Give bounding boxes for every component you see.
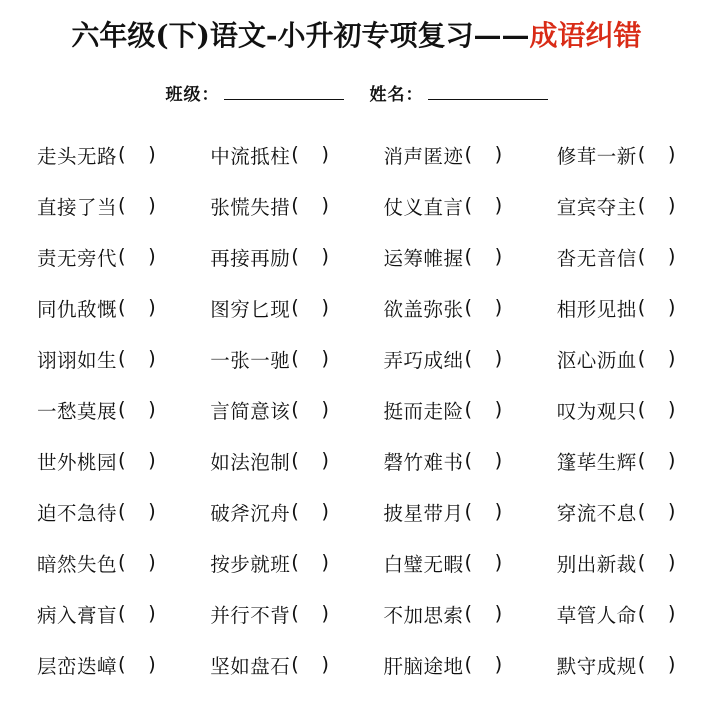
answer-bracket[interactable] bbox=[638, 296, 676, 319]
idiom-text: 坚如盘石 bbox=[210, 654, 291, 678]
bracket-open: ( bbox=[291, 296, 300, 319]
name-field bbox=[370, 80, 548, 105]
bracket-open: ( bbox=[291, 449, 300, 472]
idiom-cell bbox=[10, 537, 183, 588]
bracket-close: ) bbox=[321, 602, 330, 625]
answer-bracket[interactable] bbox=[118, 551, 156, 574]
idiom-text: 再接再励 bbox=[210, 246, 291, 270]
idiom-cell bbox=[183, 486, 356, 537]
answer-bracket[interactable] bbox=[291, 653, 329, 676]
idiom-cell bbox=[357, 282, 530, 333]
answer-bracket[interactable] bbox=[638, 398, 676, 421]
bracket-open: ( bbox=[637, 296, 646, 319]
answer-bracket[interactable] bbox=[118, 449, 156, 472]
idiom-cell bbox=[530, 435, 703, 486]
bracket-open: ( bbox=[464, 449, 473, 472]
idiom-cell bbox=[530, 537, 703, 588]
bracket-close: ) bbox=[148, 245, 157, 268]
idiom-cell bbox=[10, 435, 183, 486]
bracket-close: ) bbox=[148, 347, 157, 370]
answer-bracket[interactable] bbox=[465, 143, 503, 166]
bracket-close: ) bbox=[667, 602, 676, 625]
bracket-close: ) bbox=[494, 347, 503, 370]
worksheet-page bbox=[0, 14, 713, 703]
idiom-text: 不加思索 bbox=[383, 603, 464, 627]
idiom-text: 一愁莫展 bbox=[37, 399, 118, 423]
idiom-cell bbox=[183, 384, 356, 435]
idiom-cell bbox=[530, 282, 703, 333]
bracket-open: ( bbox=[118, 296, 127, 319]
bracket-close: ) bbox=[494, 653, 503, 676]
bracket-open: ( bbox=[118, 245, 127, 268]
bracket-open: ( bbox=[118, 194, 127, 217]
idiom-cell bbox=[10, 231, 183, 282]
idiom-text: 一张一驰 bbox=[210, 348, 291, 372]
bracket-open: ( bbox=[118, 551, 127, 574]
idiom-text: 按步就班 bbox=[210, 552, 291, 576]
bracket-close: ) bbox=[321, 551, 330, 574]
class-label: 班级： bbox=[165, 85, 220, 105]
answer-bracket[interactable] bbox=[465, 449, 503, 472]
idiom-text: 披星带月 bbox=[383, 501, 464, 525]
answer-bracket[interactable] bbox=[118, 653, 156, 676]
idiom-cell bbox=[10, 333, 183, 384]
idiom-cell bbox=[183, 180, 356, 231]
bracket-close: ) bbox=[321, 143, 330, 166]
idiom-text: 篷荜生辉 bbox=[556, 450, 637, 474]
idiom-text: 草管人命 bbox=[556, 603, 637, 627]
bracket-close: ) bbox=[321, 296, 330, 319]
answer-bracket[interactable] bbox=[465, 347, 503, 370]
answer-bracket[interactable] bbox=[118, 347, 156, 370]
answer-bracket[interactable] bbox=[638, 143, 676, 166]
bracket-close: ) bbox=[667, 245, 676, 268]
idiom-cell bbox=[10, 129, 183, 180]
idiom-cell bbox=[183, 639, 356, 690]
idiom-text: 诩诩如生 bbox=[37, 348, 118, 372]
idiom-text: 相形见拙 bbox=[556, 297, 637, 321]
bracket-open: ( bbox=[637, 398, 646, 421]
idiom-text: 层峦迭嶂 bbox=[37, 654, 118, 678]
answer-bracket[interactable] bbox=[465, 296, 503, 319]
bracket-close: ) bbox=[494, 143, 503, 166]
answer-bracket[interactable] bbox=[638, 602, 676, 625]
bracket-open: ( bbox=[464, 347, 473, 370]
idiom-text: 白璧无暇 bbox=[383, 552, 464, 576]
answer-bracket[interactable] bbox=[638, 245, 676, 268]
bracket-open: ( bbox=[118, 653, 127, 676]
bracket-close: ) bbox=[148, 449, 157, 472]
idiom-text: 别出新裁 bbox=[556, 552, 637, 576]
idiom-text: 破斧沉舟 bbox=[210, 501, 291, 525]
idiom-cell bbox=[530, 639, 703, 690]
idiom-text: 病入膏盲 bbox=[37, 603, 118, 627]
idiom-cell bbox=[183, 588, 356, 639]
bracket-close: ) bbox=[667, 653, 676, 676]
answer-bracket[interactable] bbox=[291, 398, 329, 421]
idiom-cell bbox=[183, 537, 356, 588]
bracket-open: ( bbox=[118, 449, 127, 472]
bracket-open: ( bbox=[291, 551, 300, 574]
bracket-close: ) bbox=[494, 398, 503, 421]
idiom-cell bbox=[357, 180, 530, 231]
answer-bracket[interactable] bbox=[638, 551, 676, 574]
bracket-open: ( bbox=[291, 602, 300, 625]
idiom-cell bbox=[530, 333, 703, 384]
idiom-cell bbox=[357, 384, 530, 435]
idiom-cell bbox=[530, 180, 703, 231]
bracket-close: ) bbox=[148, 653, 157, 676]
idiom-text: 叹为观只 bbox=[556, 399, 637, 423]
bracket-close: ) bbox=[148, 143, 157, 166]
class-field bbox=[166, 80, 344, 105]
idiom-text: 宣宾夺主 bbox=[556, 195, 637, 219]
bracket-open: ( bbox=[637, 449, 646, 472]
idiom-cell bbox=[10, 384, 183, 435]
bracket-open: ( bbox=[637, 245, 646, 268]
bracket-close: ) bbox=[148, 194, 157, 217]
bracket-close: ) bbox=[494, 449, 503, 472]
bracket-open: ( bbox=[637, 194, 646, 217]
idiom-text: 欲盖弥张 bbox=[383, 297, 464, 321]
bracket-open: ( bbox=[637, 551, 646, 574]
idiom-text: 挺而走险 bbox=[383, 399, 464, 423]
bracket-close: ) bbox=[494, 551, 503, 574]
idiom-cell bbox=[357, 333, 530, 384]
page-title bbox=[10, 14, 703, 54]
bracket-close: ) bbox=[667, 500, 676, 523]
bracket-close: ) bbox=[494, 500, 503, 523]
idiom-text: 直接了当 bbox=[37, 195, 118, 219]
idiom-text: 世外桃园 bbox=[37, 450, 118, 474]
bracket-close: ) bbox=[321, 653, 330, 676]
answer-bracket[interactable] bbox=[465, 500, 503, 523]
answer-bracket[interactable] bbox=[118, 602, 156, 625]
bracket-close: ) bbox=[494, 296, 503, 319]
idiom-cell bbox=[530, 384, 703, 435]
answer-bracket[interactable] bbox=[465, 245, 503, 268]
bracket-open: ( bbox=[464, 296, 473, 319]
answer-bracket[interactable] bbox=[291, 194, 329, 217]
answer-bracket[interactable] bbox=[465, 194, 503, 217]
bracket-open: ( bbox=[291, 653, 300, 676]
bracket-open: ( bbox=[637, 347, 646, 370]
name-input-line[interactable] bbox=[428, 85, 548, 100]
bracket-close: ) bbox=[667, 296, 676, 319]
bracket-close: ) bbox=[494, 194, 503, 217]
answer-bracket[interactable] bbox=[291, 347, 329, 370]
page-title-main: 六年级(下)语文-小升初专项复习—— bbox=[71, 19, 530, 52]
idiom-cell bbox=[183, 333, 356, 384]
idiom-cell bbox=[10, 180, 183, 231]
idiom-text: 磬竹难书 bbox=[383, 450, 464, 474]
idiom-text: 消声匿迹 bbox=[383, 144, 464, 168]
bracket-open: ( bbox=[464, 398, 473, 421]
bracket-close: ) bbox=[321, 347, 330, 370]
idiom-text: 张慌失措 bbox=[210, 195, 291, 219]
bracket-open: ( bbox=[464, 245, 473, 268]
idiom-cell bbox=[357, 639, 530, 690]
bracket-open: ( bbox=[464, 602, 473, 625]
answer-bracket[interactable] bbox=[465, 398, 503, 421]
idiom-cell bbox=[10, 486, 183, 537]
idiom-text: 走头无路 bbox=[37, 144, 118, 168]
answer-bracket[interactable] bbox=[291, 602, 329, 625]
bracket-close: ) bbox=[494, 245, 503, 268]
class-input-line[interactable] bbox=[224, 85, 344, 100]
idiom-cell bbox=[10, 639, 183, 690]
idiom-text: 如法泡制 bbox=[210, 450, 291, 474]
idiom-text: 图穷匕现 bbox=[210, 297, 291, 321]
idiom-text: 言简意该 bbox=[210, 399, 291, 423]
bracket-close: ) bbox=[667, 347, 676, 370]
bracket-close: ) bbox=[494, 602, 503, 625]
idiom-text: 同仇敌慨 bbox=[37, 297, 118, 321]
bracket-close: ) bbox=[321, 500, 330, 523]
bracket-open: ( bbox=[118, 347, 127, 370]
bracket-close: ) bbox=[148, 398, 157, 421]
idiom-text: 弄巧成绌 bbox=[383, 348, 464, 372]
bracket-close: ) bbox=[148, 296, 157, 319]
idiom-text: 肝脑途地 bbox=[383, 654, 464, 678]
idiom-cell bbox=[357, 231, 530, 282]
answer-bracket[interactable] bbox=[118, 500, 156, 523]
idiom-text: 默守成规 bbox=[556, 654, 637, 678]
answer-bracket[interactable] bbox=[291, 296, 329, 319]
bracket-open: ( bbox=[118, 602, 127, 625]
bracket-close: ) bbox=[148, 602, 157, 625]
idiom-cell bbox=[357, 588, 530, 639]
bracket-close: ) bbox=[321, 245, 330, 268]
bracket-open: ( bbox=[464, 551, 473, 574]
answer-bracket[interactable] bbox=[465, 653, 503, 676]
idiom-cell bbox=[530, 588, 703, 639]
idiom-text: 运筹帷握 bbox=[383, 246, 464, 270]
idiom-cell bbox=[357, 435, 530, 486]
bracket-open: ( bbox=[464, 653, 473, 676]
bracket-open: ( bbox=[464, 500, 473, 523]
name-label: 姓名： bbox=[369, 85, 424, 105]
bracket-open: ( bbox=[637, 143, 646, 166]
bracket-open: ( bbox=[118, 398, 127, 421]
idiom-text: 暗然失色 bbox=[37, 552, 118, 576]
bracket-close: ) bbox=[148, 500, 157, 523]
answer-bracket[interactable] bbox=[291, 143, 329, 166]
idiom-cell bbox=[10, 282, 183, 333]
bracket-close: ) bbox=[321, 194, 330, 217]
bracket-open: ( bbox=[464, 143, 473, 166]
answer-bracket[interactable] bbox=[465, 551, 503, 574]
idiom-cell bbox=[357, 537, 530, 588]
idiom-grid bbox=[10, 129, 703, 690]
student-info-row bbox=[10, 80, 703, 105]
answer-bracket[interactable] bbox=[118, 194, 156, 217]
idiom-cell bbox=[183, 231, 356, 282]
bracket-close: ) bbox=[667, 449, 676, 472]
bracket-open: ( bbox=[291, 143, 300, 166]
bracket-open: ( bbox=[464, 194, 473, 217]
bracket-open: ( bbox=[637, 500, 646, 523]
answer-bracket[interactable] bbox=[118, 296, 156, 319]
bracket-open: ( bbox=[118, 143, 127, 166]
bracket-close: ) bbox=[321, 449, 330, 472]
idiom-cell bbox=[10, 588, 183, 639]
bracket-close: ) bbox=[321, 398, 330, 421]
answer-bracket[interactable] bbox=[291, 551, 329, 574]
page-title-accent: 成语纠错 bbox=[529, 19, 642, 52]
idiom-text: 修茸一新 bbox=[556, 144, 637, 168]
answer-bracket[interactable] bbox=[638, 347, 676, 370]
answer-bracket[interactable] bbox=[291, 245, 329, 268]
bracket-open: ( bbox=[118, 500, 127, 523]
bracket-open: ( bbox=[291, 398, 300, 421]
idiom-text: 仗义直言 bbox=[383, 195, 464, 219]
answer-bracket[interactable] bbox=[638, 194, 676, 217]
answer-bracket[interactable] bbox=[638, 653, 676, 676]
answer-bracket[interactable] bbox=[291, 500, 329, 523]
bracket-open: ( bbox=[637, 602, 646, 625]
answer-bracket[interactable] bbox=[118, 245, 156, 268]
idiom-cell bbox=[530, 486, 703, 537]
bracket-close: ) bbox=[667, 398, 676, 421]
idiom-cell bbox=[357, 486, 530, 537]
idiom-text: 并行不背 bbox=[210, 603, 291, 627]
idiom-text: 穿流不息 bbox=[556, 501, 637, 525]
idiom-text: 中流抵柱 bbox=[210, 144, 291, 168]
bracket-open: ( bbox=[291, 500, 300, 523]
answer-bracket[interactable] bbox=[465, 602, 503, 625]
idiom-text: 责无旁代 bbox=[37, 246, 118, 270]
bracket-open: ( bbox=[291, 245, 300, 268]
answer-bracket[interactable] bbox=[638, 500, 676, 523]
idiom-cell bbox=[183, 435, 356, 486]
idiom-cell bbox=[183, 282, 356, 333]
idiom-cell bbox=[530, 129, 703, 180]
answer-bracket[interactable] bbox=[638, 449, 676, 472]
answer-bracket[interactable] bbox=[118, 143, 156, 166]
idiom-cell bbox=[530, 231, 703, 282]
bracket-open: ( bbox=[291, 347, 300, 370]
bracket-close: ) bbox=[667, 194, 676, 217]
idiom-text: 沓无音信 bbox=[556, 246, 637, 270]
bracket-open: ( bbox=[637, 653, 646, 676]
bracket-close: ) bbox=[148, 551, 157, 574]
answer-bracket[interactable] bbox=[118, 398, 156, 421]
idiom-cell bbox=[357, 129, 530, 180]
idiom-cell bbox=[183, 129, 356, 180]
answer-bracket[interactable] bbox=[291, 449, 329, 472]
idiom-text: 迫不急待 bbox=[37, 501, 118, 525]
bracket-open: ( bbox=[291, 194, 300, 217]
bracket-close: ) bbox=[667, 551, 676, 574]
idiom-text: 沤心沥血 bbox=[556, 348, 637, 372]
bracket-close: ) bbox=[667, 143, 676, 166]
